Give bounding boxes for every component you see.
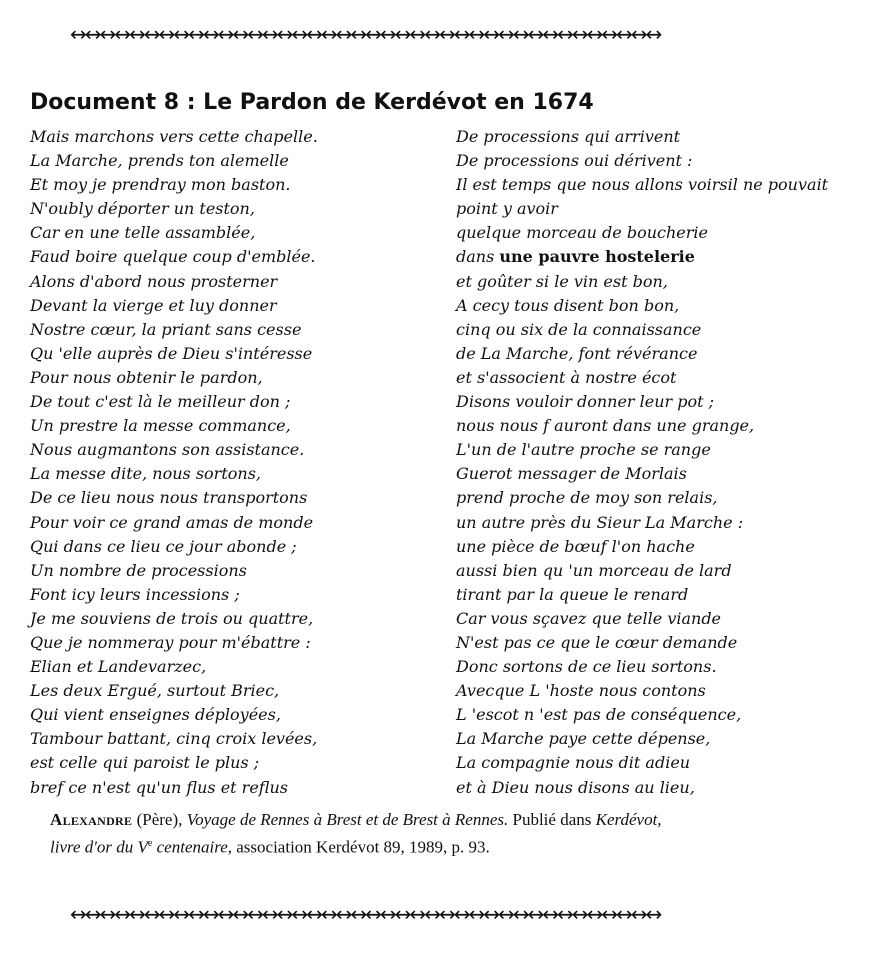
poem-line: Font icy leurs incessions ; [30,584,240,604]
poem-line: cinq ou six de la connaissance [456,319,702,339]
citation-published: Publié dans [512,810,592,829]
poem-line: Les deux Ergué, surtout Briec, [30,681,280,701]
poem-line: Disons vouloir donner leur pot ; [456,392,715,412]
poem-line: quelque morceau de boucherie [456,223,708,243]
decorative-divider-bottom: ↔↔↔↔↔↔↔↔↔↔↔↔↔↔↔↔↔↔↔↔↔↔↔↔↔↔↔↔↔↔↔↔↔↔↔↔↔↔↔↔ [70,902,661,926]
poem-line: Alons d'abord nous prosterner [30,271,278,291]
poem-line: une pièce de bœuf l'on hache [456,536,695,556]
poem-line: un autre près du Sieur La Marche : [456,512,744,532]
citation-book-title: Kerdévot, [595,810,662,829]
poem-line: Un nombre de processions [30,560,247,580]
poem-line: A cecy tous disent bon bon, [456,295,680,315]
citation-work-title: Voyage de Rennes à Brest et de Brest à Rennes. [186,810,509,829]
citation-book-title-end: centenaire [156,837,228,857]
poem-line: prend proche de moy son relais, [456,488,718,508]
poem-line: Que je nommeray pour m'ébattre : [30,632,311,652]
poem-line: Mais marchons vers cette chapelle. [30,127,318,146]
poem-line: est celle qui paroist le plus ; [30,753,260,773]
poem-line: et goûter si le vin est bon, [456,271,668,291]
poem-line: N'est pas ce que le cœur demande [456,632,738,652]
poem-line: nous nous f auront dans une grange, [456,416,755,436]
poem-line: de La Marche, font révérance [456,343,698,363]
poem-line: Devant la vierge et luy donner [30,295,277,315]
source-citation [30,808,850,860]
poem-line: Car en une telle assamblée, [30,223,256,243]
poem-line: Un prestre la messe commance, [30,416,291,436]
poem-line: Pour nous obtenir le pardon, [30,367,263,387]
poem-line: La Marche, prends ton alemelle [30,151,289,171]
poem-line: Qu 'elle auprès de Dieu s'intéresse [30,343,313,363]
poem-line: N'oubly déporter un teston, [30,199,255,219]
poem-line: et à Dieu nous disons au lieu, [456,777,695,797]
poem-line: Qui dans ce lieu ce jour abonde ; [30,536,297,556]
poem-line: aussi bien qu 'un morceau de lard [456,560,732,580]
poem-line [456,245,866,269]
citation-details: , association Kerdévot 89, 1989, p. 93. [227,837,490,857]
poem-line: point y avoir [456,199,558,219]
poem-line: La compagnie nous dit adieu [456,753,691,773]
poem-line: tirant par la queue le renard [456,584,689,604]
citation-author: Alexandre [50,810,133,829]
poem-line: De processions oui dérivent : [456,151,693,171]
poem-line: Il est temps que nous allons voirsil ne pouvait [456,175,829,195]
poem-line-emphasis: une pauvre hostelerie [499,247,695,267]
poem-line: Elian et Landevarzec, [30,657,207,677]
citation-superscript: e [147,838,153,849]
poem-line: De processions qui arrivent [456,127,681,146]
poem-line: bref ce n'est qu'un flus et reflus [30,777,288,797]
poem-line: et s'associent à nostre écot [456,367,677,387]
poem-line: Nous augmantons son assistance. [30,440,305,460]
citation-author-note: (Père), [136,810,183,829]
poem-line-text: dans [456,247,495,267]
poem-line: La Marche paye cette dépense, [456,729,711,749]
poem-line: Donc sortons de ce lieu sortons. [456,657,717,677]
poem-line: Avecque L 'hoste nous contons [456,681,706,701]
poem-line: Pour voir ce grand amas de monde [30,512,314,532]
poem-line: Faud boire quelque coup d'emblée. [30,247,316,267]
poem-line: Et moy je prendray mon baston. [30,175,291,195]
decorative-divider-top: ↔↔↔↔↔↔↔↔↔↔↔↔↔↔↔↔↔↔↔↔↔↔↔↔↔↔↔↔↔↔↔↔↔↔↔↔↔↔↔↔ [70,22,661,46]
poem-column-right [456,125,866,800]
poem-line: L 'escot n 'est pas de conséquence, [456,705,742,725]
poem-line: Guerot messager de Morlais [456,464,687,484]
poem-line: De ce lieu nous nous transportons [30,488,308,508]
poem-line: Car vous sçavez que telle viande [456,608,722,628]
poem-line: L'un de l'autre proche se range [456,440,711,460]
poem-line: De tout c'est là le meilleur don ; [30,392,291,412]
poem-line: Nostre cœur, la priant sans cesse [30,319,302,339]
poem-line: La messe dite, nous sortons, [30,464,261,484]
poem-line: Tambour battant, cinq croix levées, [30,729,318,749]
poem-line: Qui vient enseignes déployées, [30,705,281,725]
citation-book-title-cont: livre d'or du V [50,837,148,857]
poem-column-left [30,125,420,800]
document-title: Document 8 : Le Pardon de Kerdévot en 1674 [30,90,594,115]
poem-line: Je me souviens de trois ou quattre, [30,608,314,628]
